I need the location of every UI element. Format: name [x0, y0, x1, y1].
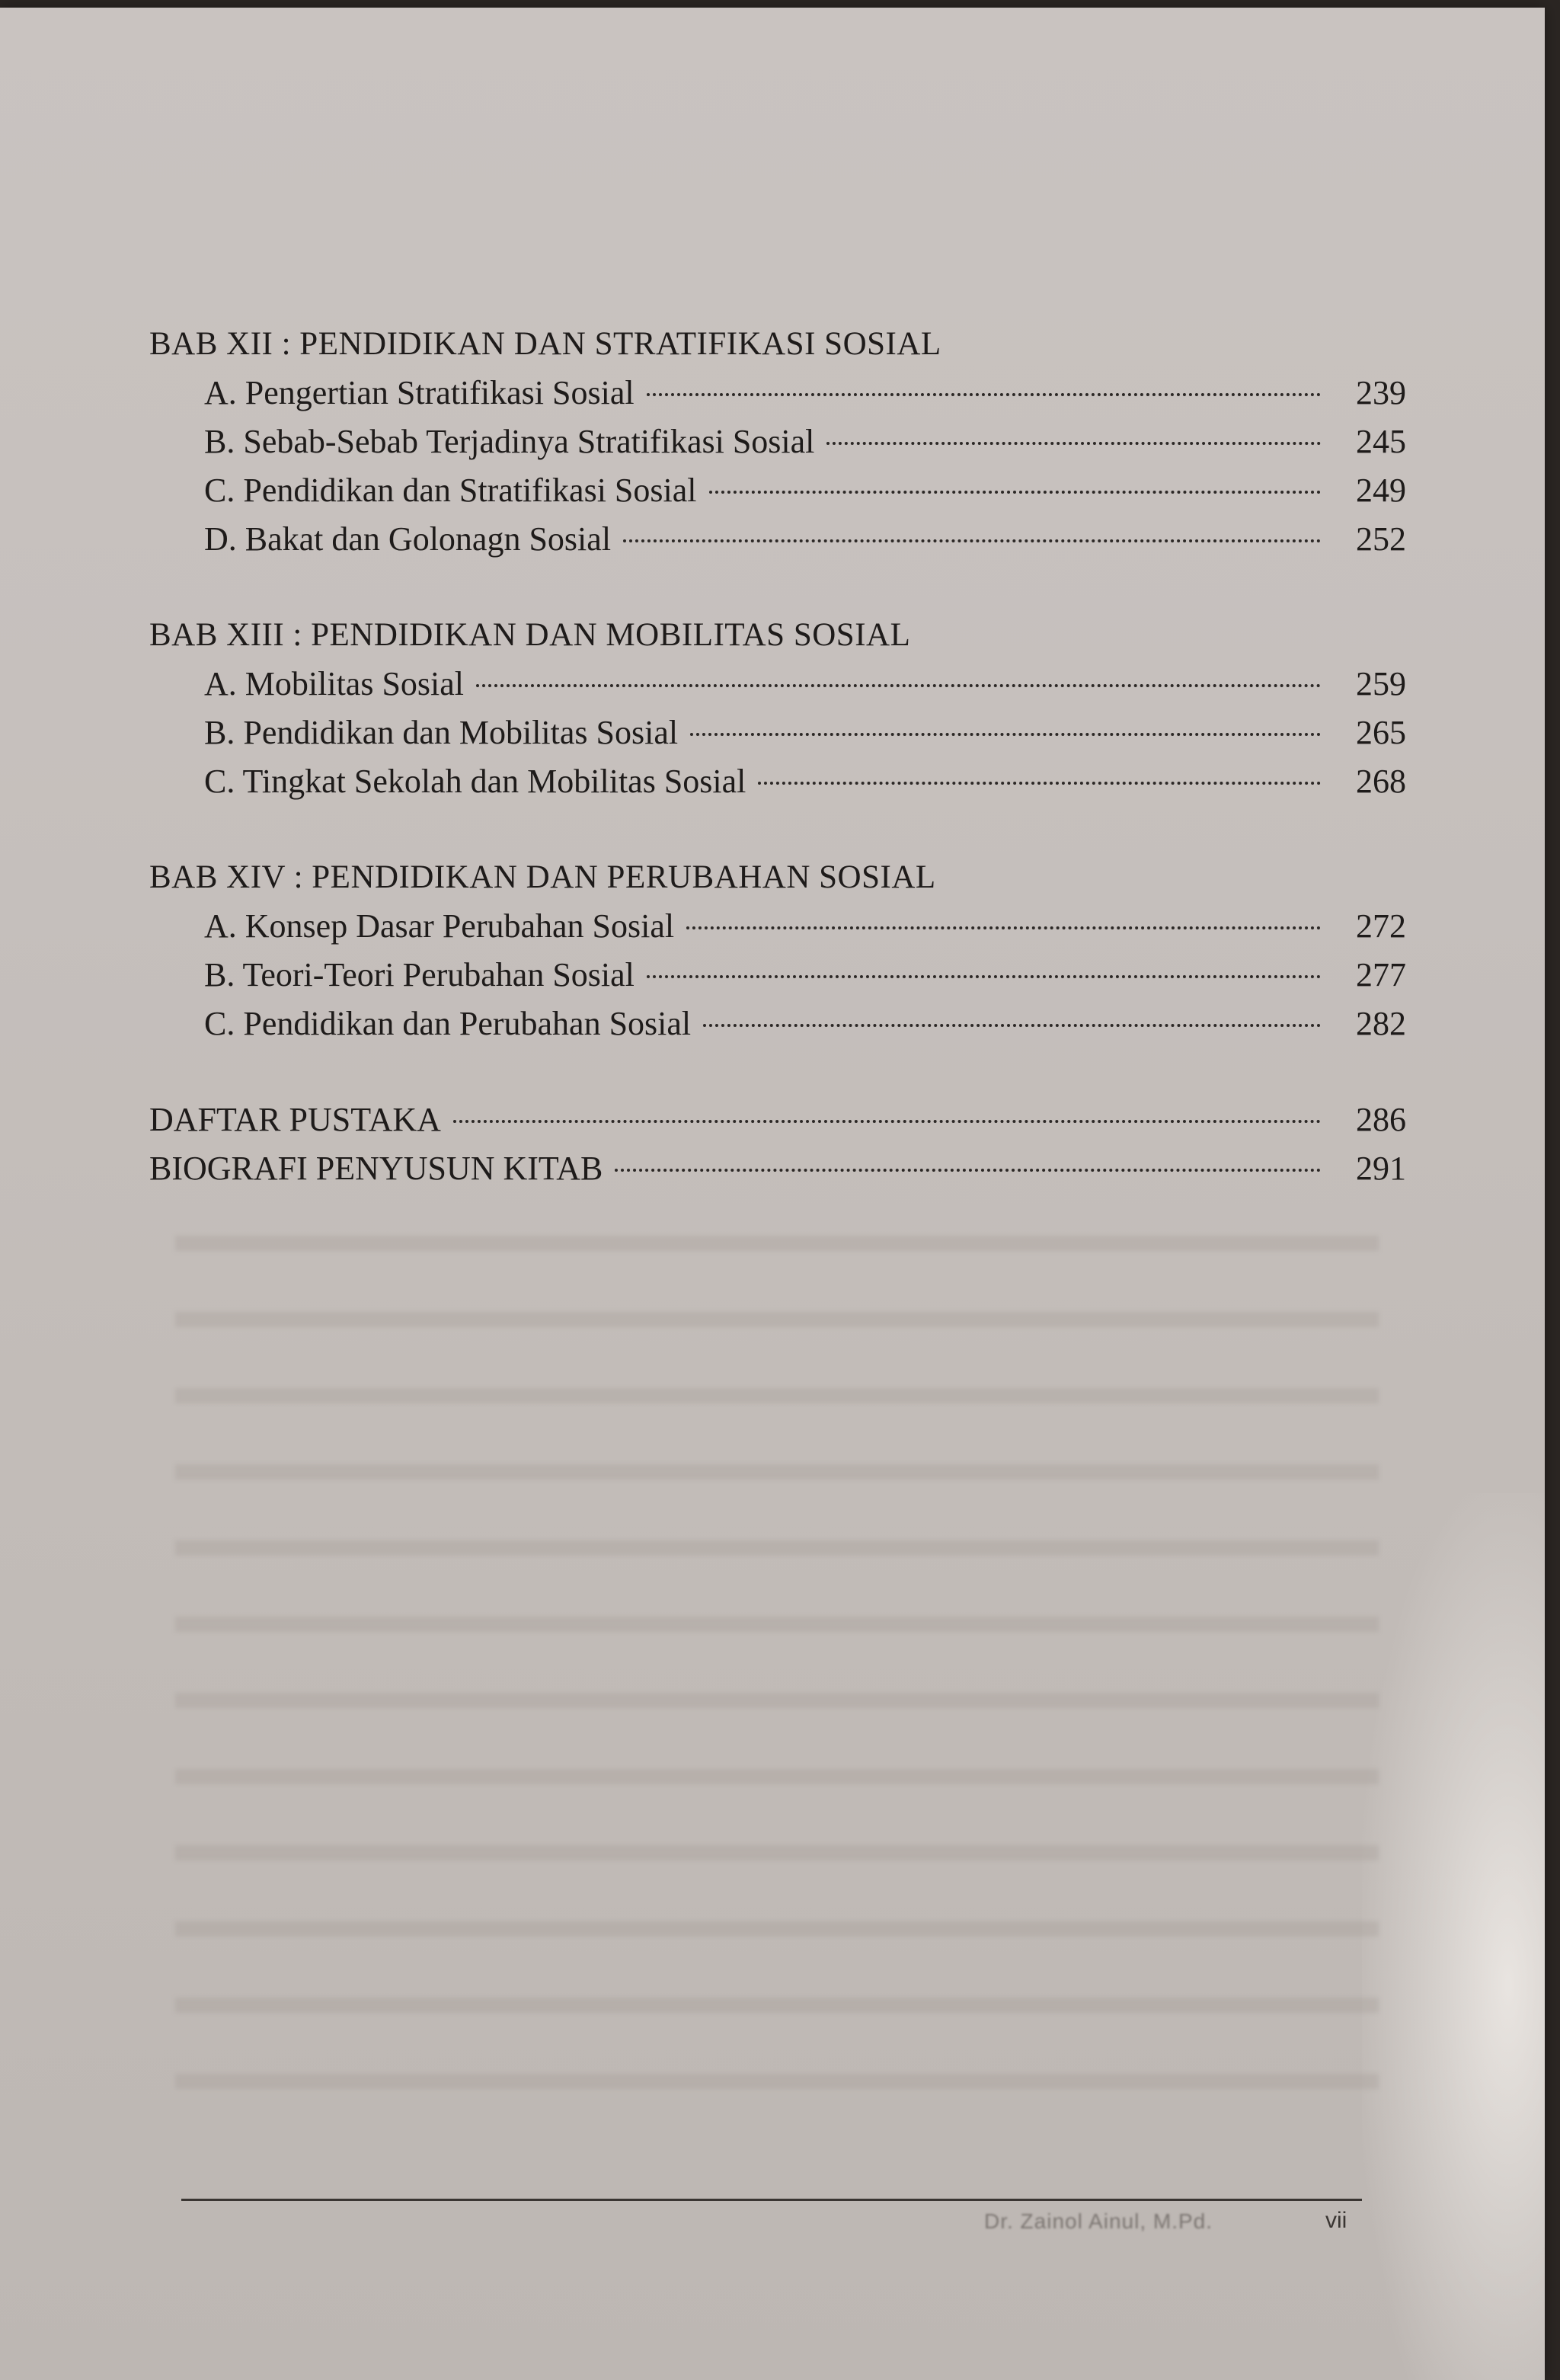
- toc-entry-page: 259: [1356, 665, 1406, 702]
- toc-entry-page: 265: [1356, 714, 1406, 751]
- toc-entry-page: 291: [1356, 1150, 1406, 1187]
- toc-entry: [149, 1000, 1406, 1048]
- dot-leader: [647, 975, 1321, 978]
- toc-entry-page: 268: [1356, 763, 1406, 800]
- toc-entry: [149, 757, 1406, 806]
- toc-entry-label: D. Bakat dan Golonagn Sosial: [204, 520, 612, 558]
- dot-leader: [703, 1024, 1321, 1027]
- toc-entry-label: B. Teori-Teori Perubahan Sosial: [204, 956, 635, 993]
- toc-entry: [149, 709, 1406, 757]
- toc-entry-page: 282: [1356, 1005, 1406, 1042]
- toc-entry-label: BIOGRAFI PENYUSUN KITAB: [149, 1150, 603, 1187]
- toc-entry: [149, 515, 1406, 564]
- toc-entry: [149, 902, 1406, 951]
- light-glare: [1362, 1493, 1545, 2380]
- toc-entry-label: A. Konsep Dasar Perubahan Sosial: [204, 907, 675, 945]
- toc-entry: [149, 660, 1406, 709]
- back-matter: [149, 1096, 1406, 1193]
- footer-rule: [181, 2199, 1362, 2201]
- toc-entry-page: 239: [1356, 374, 1406, 411]
- dot-leader: [826, 442, 1321, 445]
- dot-leader: [476, 684, 1321, 687]
- toc-entry-biography: [149, 1144, 1406, 1193]
- chapter-xiv: [149, 853, 1406, 1048]
- chapter-title: BAB XII : PENDIDIKAN DAN STRATIFIKASI SOSIAL: [149, 326, 941, 362]
- toc-entry-label: DAFTAR PUSTAKA: [149, 1101, 441, 1138]
- toc-entry-label: A. Mobilitas Sosial: [204, 665, 465, 702]
- toc-entry-page: 286: [1356, 1101, 1406, 1138]
- dot-leader: [758, 782, 1321, 785]
- toc-entry-page: 245: [1356, 423, 1406, 460]
- toc-entry-page: 277: [1356, 956, 1406, 993]
- dot-leader: [709, 491, 1321, 494]
- toc-entry-page: 252: [1356, 520, 1406, 558]
- dot-leader: [623, 539, 1321, 542]
- toc-entry-label: A. Pengertian Stratifikasi Sosial: [204, 374, 635, 411]
- dot-leader: [686, 926, 1321, 929]
- book-page: [0, 8, 1545, 2380]
- toc-entry-page: 272: [1356, 907, 1406, 945]
- toc-entry-label: B. Sebab-Sebab Terjadinya Stratifikasi Sosial: [204, 423, 815, 460]
- toc-entry-page: 249: [1356, 472, 1406, 509]
- toc-entry-label: B. Pendidikan dan Mobilitas Sosial: [204, 714, 679, 751]
- footer-page-number: vii: [1325, 2208, 1347, 2233]
- toc-entry-bibliography: [149, 1096, 1406, 1144]
- chapter-xii: [149, 320, 1406, 564]
- toc-entry: [149, 417, 1406, 466]
- dot-leader: [453, 1120, 1321, 1123]
- toc-entry: [149, 369, 1406, 417]
- toc-entry: [149, 466, 1406, 515]
- chapter-title: BAB XIV : PENDIDIKAN DAN PERUBAHAN SOSIAL: [149, 859, 936, 895]
- toc-entry-label: C. Tingkat Sekolah dan Mobilitas Sosial: [204, 763, 746, 800]
- footer-author: Dr. Zainol Ainul, M.Pd.: [984, 2209, 1213, 2233]
- toc-entry-label: C. Pendidikan dan Perubahan Sosial: [204, 1005, 692, 1042]
- toc-entry: [149, 951, 1406, 1000]
- dot-leader: [615, 1169, 1321, 1172]
- dot-leader: [647, 393, 1321, 396]
- chapter-title: BAB XIII : PENDIDIKAN DAN MOBILITAS SOSIAL: [149, 617, 911, 653]
- toc-entry-label: C. Pendidikan dan Stratifikasi Sosial: [204, 472, 697, 509]
- chapter-xiii: [149, 611, 1406, 806]
- dot-leader: [690, 733, 1321, 736]
- table-of-contents: [149, 320, 1406, 1193]
